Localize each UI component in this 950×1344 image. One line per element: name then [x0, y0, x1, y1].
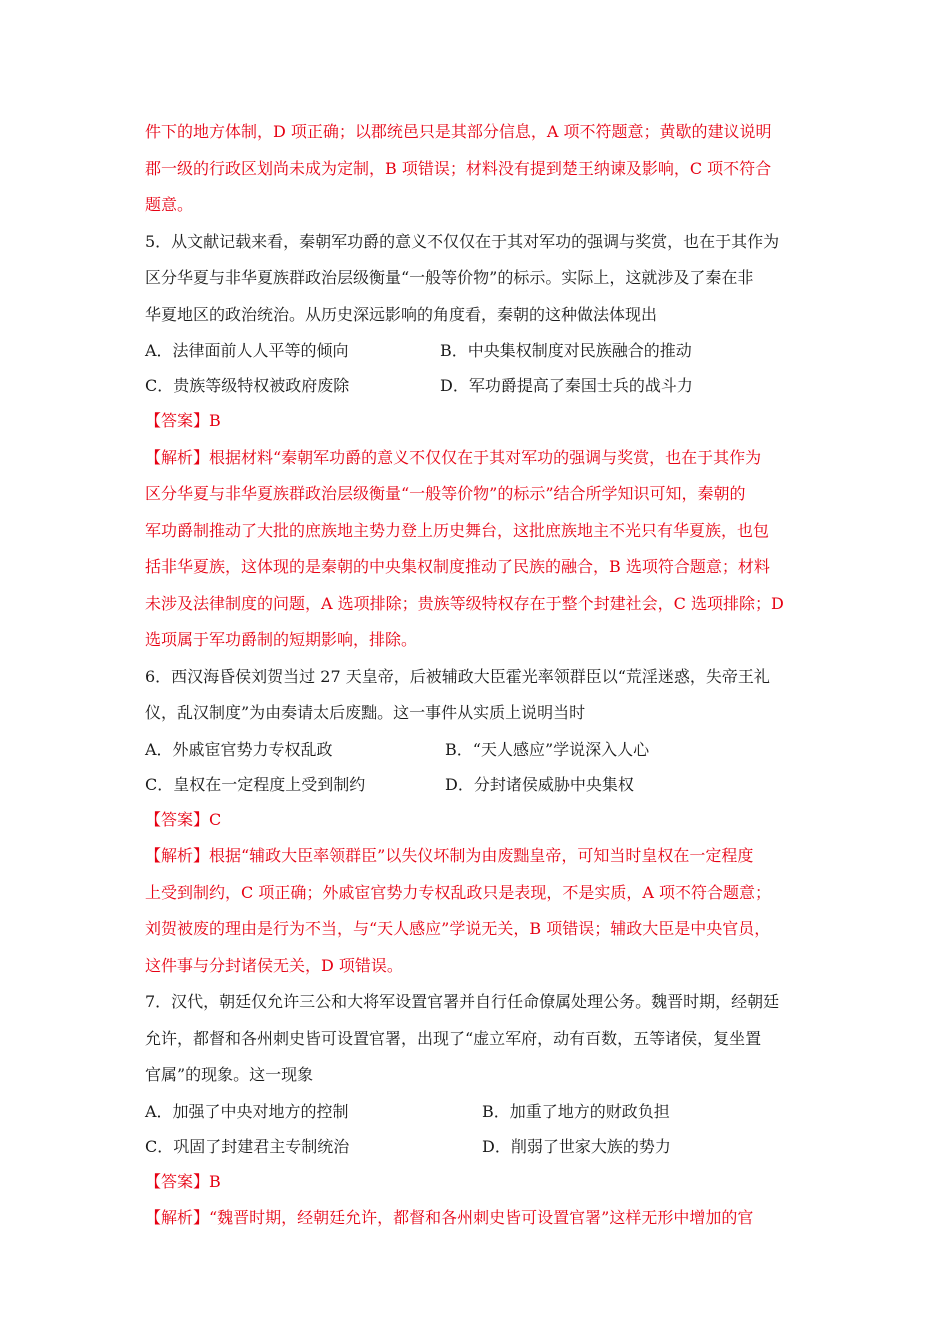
explanation-line: 选项属于军功爵制的短期影响，排除。: [145, 630, 418, 649]
options-row: [145, 767, 805, 802]
option-b: B．“天人感应”学说深入人心: [445, 739, 650, 759]
explanation-line: 区分华夏与非华夏族群政治层级衡量“一般等价物”的标示”结合所学知识可知，秦朝的: [145, 484, 746, 503]
option-d: D．削弱了世家大族的势力: [482, 1136, 671, 1156]
question-stem-line: 6．西汉海昏侯刘贺当过 27 天皇帝，后被辅政大臣霍光率领群臣以“荒淫迷惑，失帝王礼: [145, 666, 770, 686]
explanation-line: 上受到制约，C 项正确；外戚宦官势力专权乱政只是表现，不是实质，A 项不符合题意；: [145, 882, 771, 902]
explanation-line: 【解析】根据“辅政大臣率领群臣”以失仪坏制为由废黜皇帝，可知当时皇权在一定程度: [145, 846, 754, 865]
options-row: [145, 1094, 805, 1129]
prev-explanation: [145, 114, 805, 224]
explanation-line: 刘贺被废的理由是行为不当，与“天人感应”学说无关，B 项错误；辅政大臣是中央官员，: [145, 919, 771, 938]
question-stem-line: 仪，乱汉制度”为由奏请太后废黜。这一事件从实质上说明当时: [145, 703, 586, 722]
explanation-line: 括非华夏族，这体现的是秦朝的中央集权制度推动了民族的融合，B 选项符合题意；材料: [145, 557, 770, 576]
options-row: [145, 732, 805, 767]
document-page: [145, 114, 805, 1237]
option-b: B．中央集权制度对民族融合的推动: [440, 341, 692, 360]
question-stem-line: 官属”的现象。这一现象: [145, 1065, 314, 1084]
question-stem-line: 7．汉代，朝廷仅允许三公和大将军设置官署并自行任命僚属处理公务。魏晋时期，经朝廷: [145, 992, 780, 1011]
option-c: C．贵族等级特权被政府废除: [145, 376, 350, 395]
question-5: [145, 224, 805, 659]
explanation-line: 未涉及法律制度的问题，A 选项排除；贵族等级特权存在于整个封建社会，C 选项排除；D: [145, 593, 784, 613]
question-stem-line: 允许，都督和各州刺史皆可设置官署，出现了“虚立军府，动有百数，五等诸侯，复坐置: [145, 1028, 762, 1048]
answer: 【答案】B: [145, 411, 221, 430]
option-a: A．加强了中央对地方的控制: [145, 1101, 349, 1121]
answer: 【答案】C: [145, 809, 222, 829]
explanation-line: 题意。: [145, 195, 194, 214]
option-d: D．分封诸侯威胁中央集权: [445, 774, 634, 794]
options-row: [145, 368, 805, 403]
question-stem-line: 5．从文献记载来看，秦朝军功爵的意义不仅仅在于其对军功的强调与奖赏，也在于其作为: [145, 231, 780, 251]
option-c: C．皇权在一定程度上受到制约: [145, 774, 366, 794]
explanation-line: 【解析】根据材料“秦朝军功爵的意义不仅仅在于其对军功的强调与奖赏，也在于其作为: [145, 447, 762, 467]
question-6: [145, 659, 805, 985]
options-row: [145, 1129, 805, 1164]
explanation-line: 这件事与分封诸侯无关，D 项错误。: [145, 955, 403, 975]
option-c: C．巩固了封建君主专制统治: [145, 1136, 350, 1156]
question-7: [145, 984, 805, 1237]
explanation-line: 军功爵制推动了大批的庶族地主势力登上历史舞台，这批庶族地主不光只有华夏族，也包: [145, 520, 770, 540]
answer: 【答案】B: [145, 1171, 221, 1191]
explanation-line: 郡一级的行政区划尚未成为定制，B 项错误；材料没有提到楚王纳谏及影响，C 项不符合: [145, 158, 772, 178]
explanation-line: 件下的地方体制，D 项正确；以郡统邑只是其部分信息，A 项不符题意；黄歇的建议说明: [145, 122, 772, 141]
question-stem-line: 华夏地区的政治统治。从历史深远影响的角度看，秦朝的这种做法体现出: [145, 304, 658, 324]
option-b: B．加重了地方的财政负担: [482, 1101, 670, 1121]
explanation-line: 【解析】“魏晋时期，经朝廷允许，都督和各州刺史皆可设置官署”这样无形中增加的官: [145, 1208, 754, 1227]
option-a: A．法律面前人人平等的倾向: [145, 341, 349, 360]
options-row: [145, 333, 805, 368]
option-d: D．军功爵提高了秦国士兵的战斗力: [440, 376, 693, 395]
option-a: A．外戚宦官势力专权乱政: [145, 739, 333, 759]
question-stem-line: 区分华夏与非华夏族群政治层级衡量“一般等价物”的标示。实际上，这就涉及了秦在非: [145, 268, 754, 287]
